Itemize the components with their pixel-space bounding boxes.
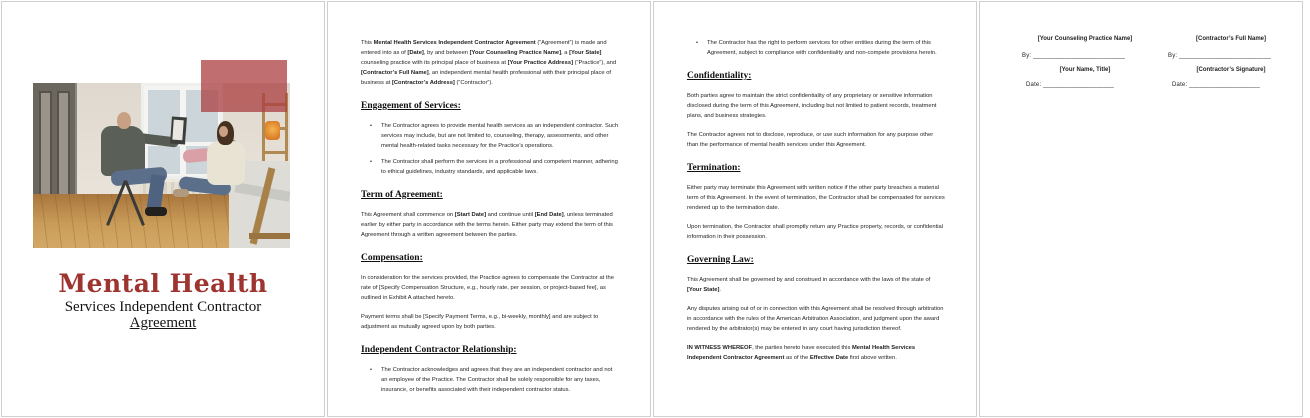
photo-shoe: [145, 207, 167, 216]
section-heading: Termination:: [687, 163, 741, 173]
contractor-date-line: Date: ____________________: [1172, 82, 1260, 88]
paragraph: This Agreement shall be governed by and construed in accordance with the laws of the state of [Your State].: [687, 277, 931, 293]
contractor-title: [Contractor’s Signature]: [1196, 67, 1266, 73]
practice-title: [Your Name, Title]: [1059, 67, 1111, 73]
paragraph: Upon termination, the Contractor shall promptly return any Practice property, records, or confidential information in their possession.: [687, 224, 944, 240]
bullet-icon: •: [370, 123, 373, 129]
page-2-content: [361, 38, 619, 401]
paragraph: Either party may terminate this Agreement with written notice if the other party breaches a material term of this Agreement. In the event of termination, the Contractor shall be compensated for services rendered up to the termination date.: [687, 185, 945, 211]
cover-subtitle-line1: Services Independent Contractor: [64, 299, 262, 315]
bullet-item: • The Contractor acknowledges and agrees that they are an independent contractor and not an employee of the Practice. The Contractor shall be solely responsible for any taxes, insurance, or benefits associated with their independent contractor status.: [370, 367, 613, 393]
photo-daybed-rail: [249, 233, 290, 239]
cover-subtitle-line2: Agreement: [129, 315, 197, 331]
page-4-signatures: [979, 1, 1303, 417]
paragraph: Any disputes arising out of or in connection with this Agreement shall be resolved through arbitration in accordance with the rules of the American Arbitration Association, and judgment upon the award rendered by the arbitrator(s) may be entered in any court having jurisdiction thereof.: [687, 306, 944, 332]
section-heading: Independent Contractor Relationship:: [361, 345, 517, 355]
practice-name: [Your Counseling Practice Name]: [1037, 36, 1133, 42]
bullet-item: • The Contractor shall perform the services in a professional and competent manner, adhering to ethical guidelines, industry standards, and applicable laws.: [370, 159, 618, 175]
bullet-icon: •: [696, 40, 699, 46]
paragraph: Payment terms shall be [Specify Payment Terms, e.g., bi-weekly, monthly] and are subject to adjustment as mutually agreed upon by both parties.: [361, 314, 599, 330]
paragraph: Both parties agree to maintain the strict confidentiality of any proprietary or sensitive information disclosed during the term of this Agreement, including but not limited to patient records, treatment plans, and business strategies.: [687, 93, 937, 119]
contractor-name: [Contractor’s Full Name]: [1195, 36, 1266, 42]
photo-client-shoe: [173, 189, 189, 197]
photo-lamp: [265, 121, 280, 140]
contractor-by-line: By: __________________________: [1168, 53, 1272, 59]
page-3-content: [687, 38, 945, 372]
practice-signature-column: [1010, 36, 1160, 88]
cover-title-block: [2, 270, 324, 331]
section-heading: Governing Law:: [687, 255, 754, 265]
bullet-icon: •: [370, 159, 373, 165]
paragraph: IN WITNESS WHEREOF, the parties hereto have executed this Mental Health Services Independent Contractor Agreement as of the Effective Date first above written.: [687, 345, 916, 361]
bullet-item: • The Contractor has the right to perform services for other entities during the term of this Agreement, subject to compliance with confidentiality and non-compete provisions herein.: [696, 40, 937, 56]
practice-by-line: By: __________________________: [1022, 53, 1126, 59]
page-2: [327, 1, 651, 417]
section-heading: Engagement of Services:: [361, 101, 461, 111]
photo-client-face: [219, 126, 228, 137]
photo-client: [207, 141, 245, 185]
page-1-cover: [1, 1, 325, 417]
section-heading: Compensation:: [361, 253, 423, 263]
bullet-icon: •: [370, 367, 373, 373]
page-3: [653, 1, 977, 417]
photo-clipboard: [170, 117, 187, 145]
section-heading: Confidentiality:: [687, 71, 752, 81]
cover-subtitle: [2, 299, 324, 331]
red-accent-rectangle: [201, 60, 287, 112]
photo-therapist-head: [117, 112, 131, 129]
bullet-item: • The Contractor agrees to provide mental health services as an independent contractor. Such services may include, but are not limited to, counseling, therapy, assessments, and other mental health-related tasks necessary for the Practice’s operations.: [370, 123, 619, 149]
signature-block: [1010, 36, 1288, 88]
section-heading: Term of Agreement:: [361, 190, 443, 200]
contractor-signature-column: [1156, 36, 1303, 88]
paragraph: In consideration for the services provided, the Practice agrees to compensate the Contractor at the rate of [Specify Compensation Structure, e.g., hourly rate, per session, or project-based fee], as outlined in Exhibit A attached hereto.: [361, 275, 614, 301]
paragraph: The Contractor agrees not to disclose, reproduce, or use such information for any purpose other than the performance of mental health services under this Agreement.: [687, 132, 934, 148]
paragraph: This Mental Health Services Independent Contractor Agreement (“Agreement”) is made and entered into as of [Date], by and between [Your Counseling Practice Name], a [Your State] counseling practice with its principal place of business at [Your Practice Address] (“Practice”), and [Contractor’s Full Name], an independent mental health professional with their principal place of business at [Contractor’s Address] (“Contractor”).: [361, 40, 617, 86]
practice-date-line: Date: ____________________: [1026, 82, 1114, 88]
paragraph: This Agreement shall commence on [Start Date] and continue until [End Date], unless terminated earlier by either party in accordance with the terms herein. Either party may extend the term of this Agreement through a written agreement between the parties.: [361, 212, 613, 238]
cover-title: Mental Health: [58, 269, 268, 298]
